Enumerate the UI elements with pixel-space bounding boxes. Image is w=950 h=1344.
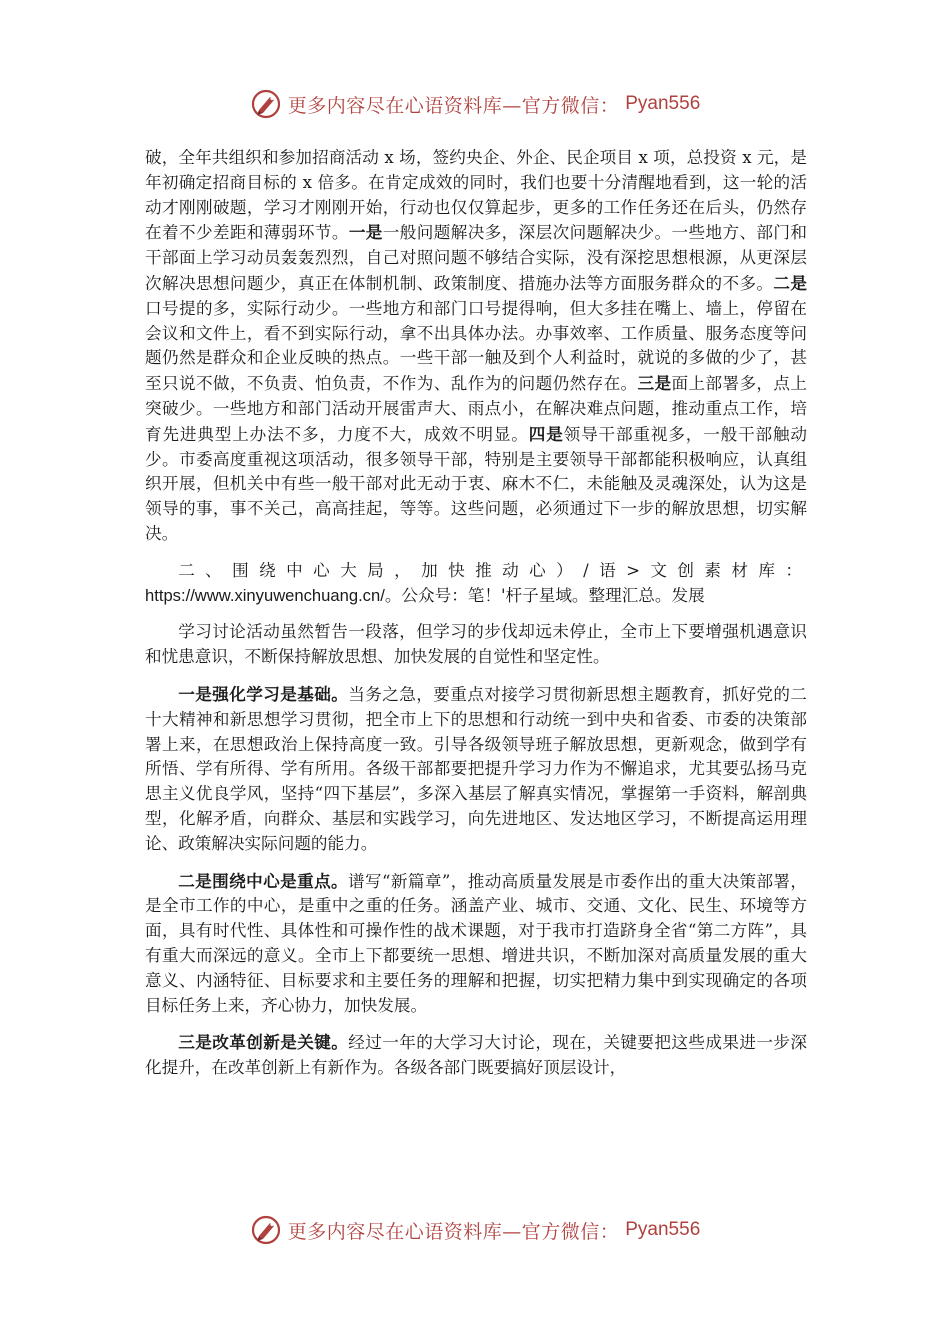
text-run: 领导干部重视多，一般干部触动少。市委高度重视这项活动，很多领导干部，特别是主要领导干部都能积极响应，认真组织开展，但机关中有些一般干部对此无动于衷、麻木不仁，未能触及灵魂深处，认为这是领导的事，事不关己，高高挂起，等等。这些问题，必须通过下一步的解放思想，切实解决。 — [145, 424, 808, 543]
banner-wechat-id: Pyan556 — [625, 1219, 701, 1240]
text-run: 破，全年共组织和参加招商活动 x 场，签约央企、外企、民企项目 x 项，总投资 x 元，是年初确定招商目标的 x 倍多。在肯定成效的同时，我们也要十分清醒地看到，这一轮的活动才刚刚破题，学习才刚刚开始，行动也仅仅算起步，更多的工作任务还在后头，仍然存在着不少差距和薄弱环节。 — [145, 148, 807, 243]
paragraph-reform — [145, 1030, 807, 1081]
banner-text: 更多内容尽在心语资料库—官方微信： — [287, 1220, 620, 1243]
bold-marker: 三是 — [637, 373, 672, 394]
paragraph-problems — [145, 146, 807, 547]
bold-marker: 一是 — [348, 222, 383, 243]
heading-tail: 。公众号：笔！'杆子星域。整理汇总。发展 — [384, 585, 705, 605]
text-run: 当务之急，要重点对接学习贯彻新思想主题教育，抓好党的二十大精神和新思想学习贯彻，把全市上下的思想和行动统一到中央和省委、市委的决策部署上来，在思想政治上保持高度一致。引导各级领导班子解放思想，更新观念，做到学有所悟、学有所得、学有所用。各级干部都要把提升学习力作为不懈追求，尤其要弘扬马克思主义优良学风，坚持“四下基层”，多深入基层了解真实情况，掌握第一手资料，解剖典型，化解矛盾，向群众、基层和实践学习，向先进地区、发达地区学习，不断提高运用理论、政策解决实际问题的能力。 — [145, 684, 808, 853]
paragraph-intro: 学习讨论活动虽然暂告一段落，但学习的步伐却远未停止，全市上下要增强机遇意识和忧患意识，不断保持解放思想、加快发展的自觉性和坚定性。 — [145, 622, 807, 667]
section-heading-2 — [145, 559, 807, 609]
bold-lead: 一是强化学习是基础。 — [178, 683, 349, 704]
document-body — [145, 146, 807, 1093]
pen-logo-icon — [250, 1214, 282, 1246]
text-run: 经过一年的大学习大讨论，现在，关键要把这些成果进一步深化提升，在改革创新上有新作为。各级各部门既要搞好顶层设计， — [145, 1033, 808, 1078]
bold-marker: 四是 — [528, 423, 564, 444]
footer-banner — [0, 1213, 950, 1247]
header-banner — [0, 87, 950, 121]
bold-marker: 二是 — [773, 272, 807, 293]
banner-wechat-id: Pyan556 — [625, 93, 701, 114]
paragraph-study — [145, 682, 807, 857]
source-url: https://www.xinyuwenchuang.cn/ — [145, 585, 385, 605]
text-run: 一般问题解决多，深层次问题解决少。一些地方、部门和干部面上学习动员轰轰烈烈，自己对照问题不够结合实际，没有深挖思想根源，从更深层次解决思想问题少，真正在体制机制、政策制度、措施办法等方面服务群众的不多。 — [145, 223, 807, 293]
bold-lead: 三是改革创新是关键。 — [178, 1032, 349, 1053]
pen-logo-icon — [250, 88, 282, 120]
bold-lead: 二是围绕中心是重点。 — [178, 870, 349, 891]
text-run: 谱写“新篇章”，推动高质量发展是市委作出的重大决策部署，是全市工作的中心，是重中之重的任务。涵盖产业、城市、交通、文化、民生、环境等方面，具有时代性、具体性和可操作性的战术课题，对于我市打造跻身全省“第二方阵”，具有重大而深远的意义。全市上下都要统一思想、增进共识，不断加深对高质量发展的重大意义、内涵特征、目标要求和主要任务的理解和把握，切实把精力集中到实现确定的各项目标任务上来，齐心协力，加快发展。 — [145, 871, 808, 1015]
paragraph-center — [145, 869, 807, 1019]
heading-text: 二、围绕中心大局，加快推动心）/语>文创素材库： — [178, 560, 807, 580]
text-run: 口号提的多，实际行动少。一些地方和部门口号提得响，但大多挂在嘴上、墙上，停留在会议和文件上，看不到实际行动，拿不出具体办法。办事效率、工作质量、服务态度等问题仍然是群众和企业反映的热点。一些干部一触及到个人利益时，就说的多做的少了，甚至只说不做，不负责、怕负责，不作为、乱作为的问题仍然存在。 — [145, 298, 807, 394]
banner-text: 更多内容尽在心语资料库—官方微信： — [287, 94, 620, 117]
text-run: 面上部署多，点上突破少。一些地方和部门活动开展雷声大、雨点小，在解决难点问题，推动重点工作，培育先进典型上办法不多，力度不大，成效不明显。 — [145, 374, 807, 444]
